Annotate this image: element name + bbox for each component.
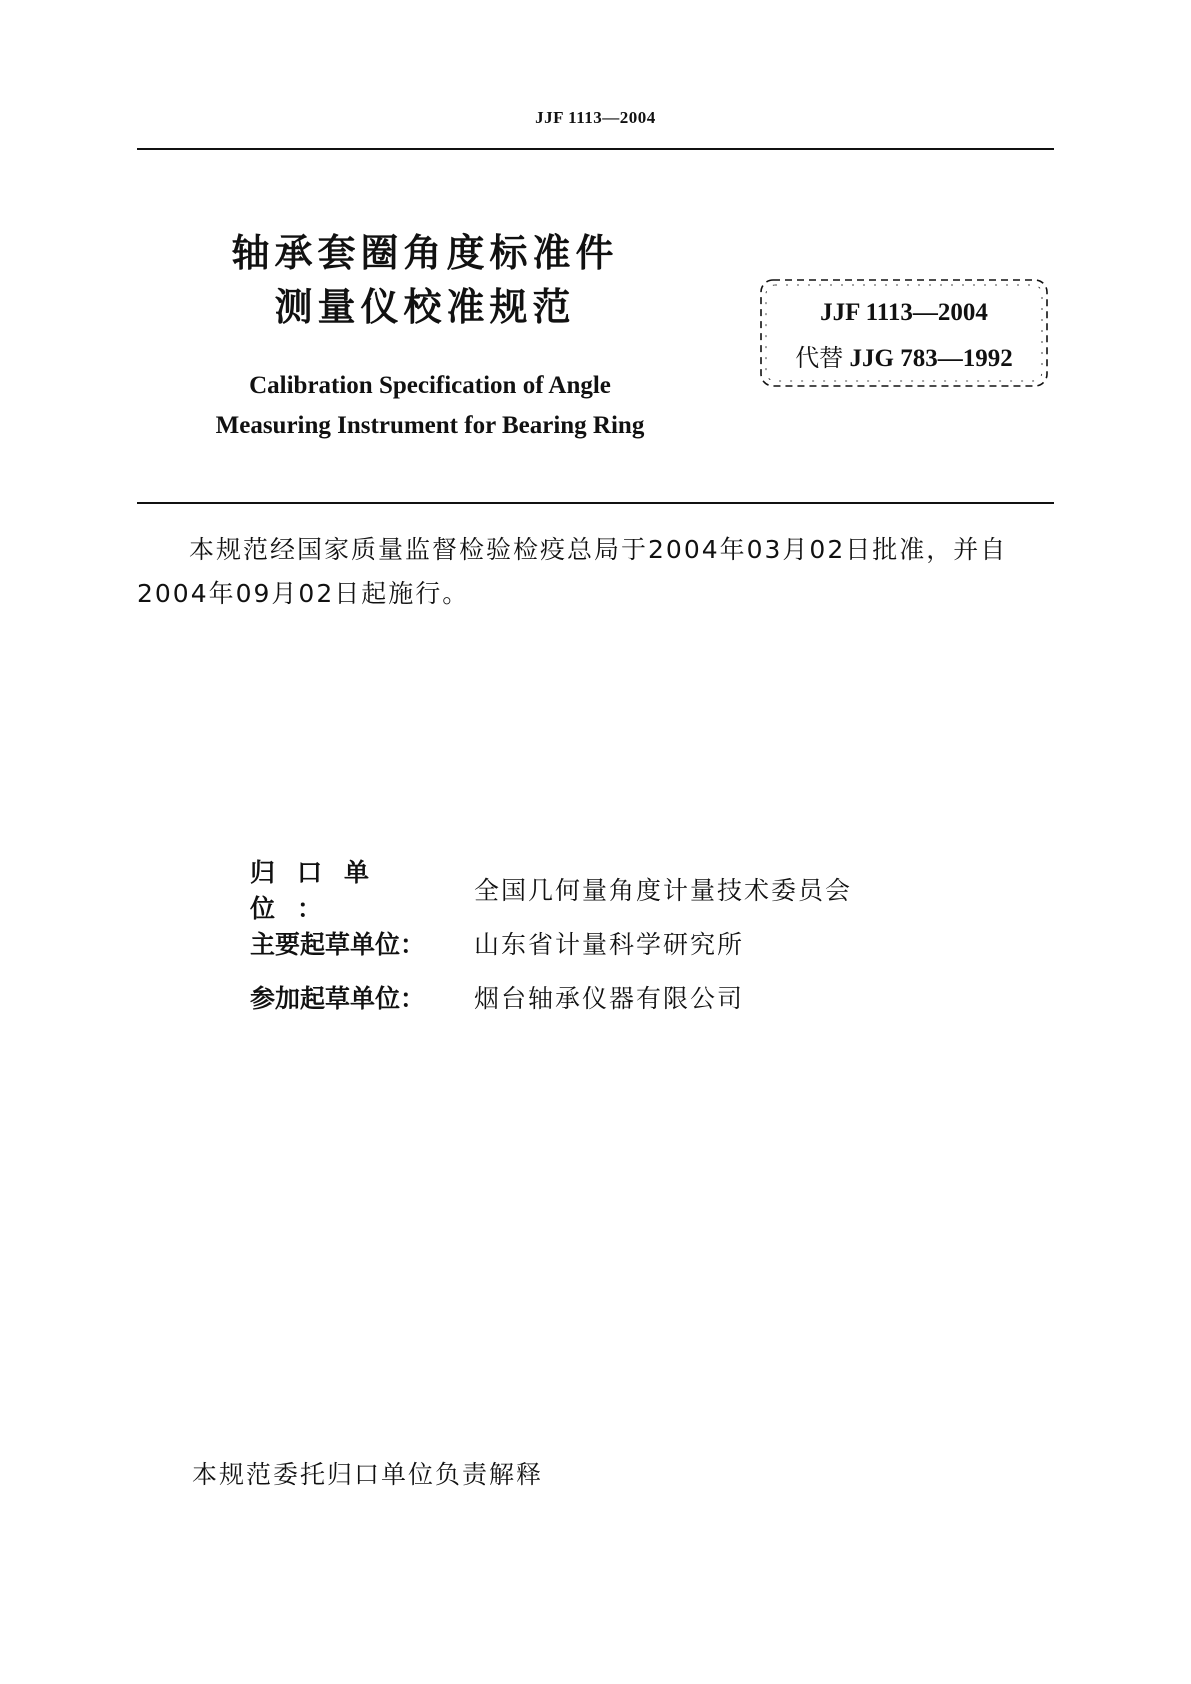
unit-label: 归口单位： [250, 858, 392, 923]
interpretation-note: 本规范委托归口单位负责解释 [192, 1460, 544, 1489]
unit-value: 山东省计量科学研究所 [474, 930, 745, 959]
unit-value: 烟台轴承仪器有限公司 [474, 984, 745, 1013]
title-english-line-2: Measuring Instrument for Bearing Ring [215, 412, 645, 439]
header-divider [137, 148, 1054, 150]
unit-label: 主要起草单位： [250, 930, 426, 959]
standard-code: JJF 1113—2004 [820, 299, 988, 326]
title-english-line-1: Calibration Specification of Angle [249, 372, 611, 399]
unit-row-responsible [250, 858, 853, 923]
drafting-units [250, 858, 853, 1024]
unit-label: 参加起草单位： [250, 984, 426, 1013]
replaced-standard-code: JJG 783—1992 [849, 345, 1013, 372]
header-standard-code: JJF 1113—2004 [535, 108, 656, 127]
title-chinese-line-2: 测量仪校准规范 [274, 285, 576, 329]
unit-row-participating-drafter [250, 970, 852, 1024]
unit-row-main-drafter [250, 916, 852, 970]
standard-code-box [758, 277, 1050, 389]
approval-statement: 本规范经国家质量监督检验检疫总局于2004年03月02日批准，并自2004年09月02日起施行。 [137, 535, 1008, 608]
title-chinese-line-1: 轴承套圈角度标准件 [231, 231, 619, 275]
title-divider [137, 502, 1054, 504]
unit-value: 全国几何量角度计量技术委员会 [474, 876, 853, 905]
replaces-line [758, 338, 1050, 373]
replaces-prefix: 代替 [795, 344, 844, 372]
